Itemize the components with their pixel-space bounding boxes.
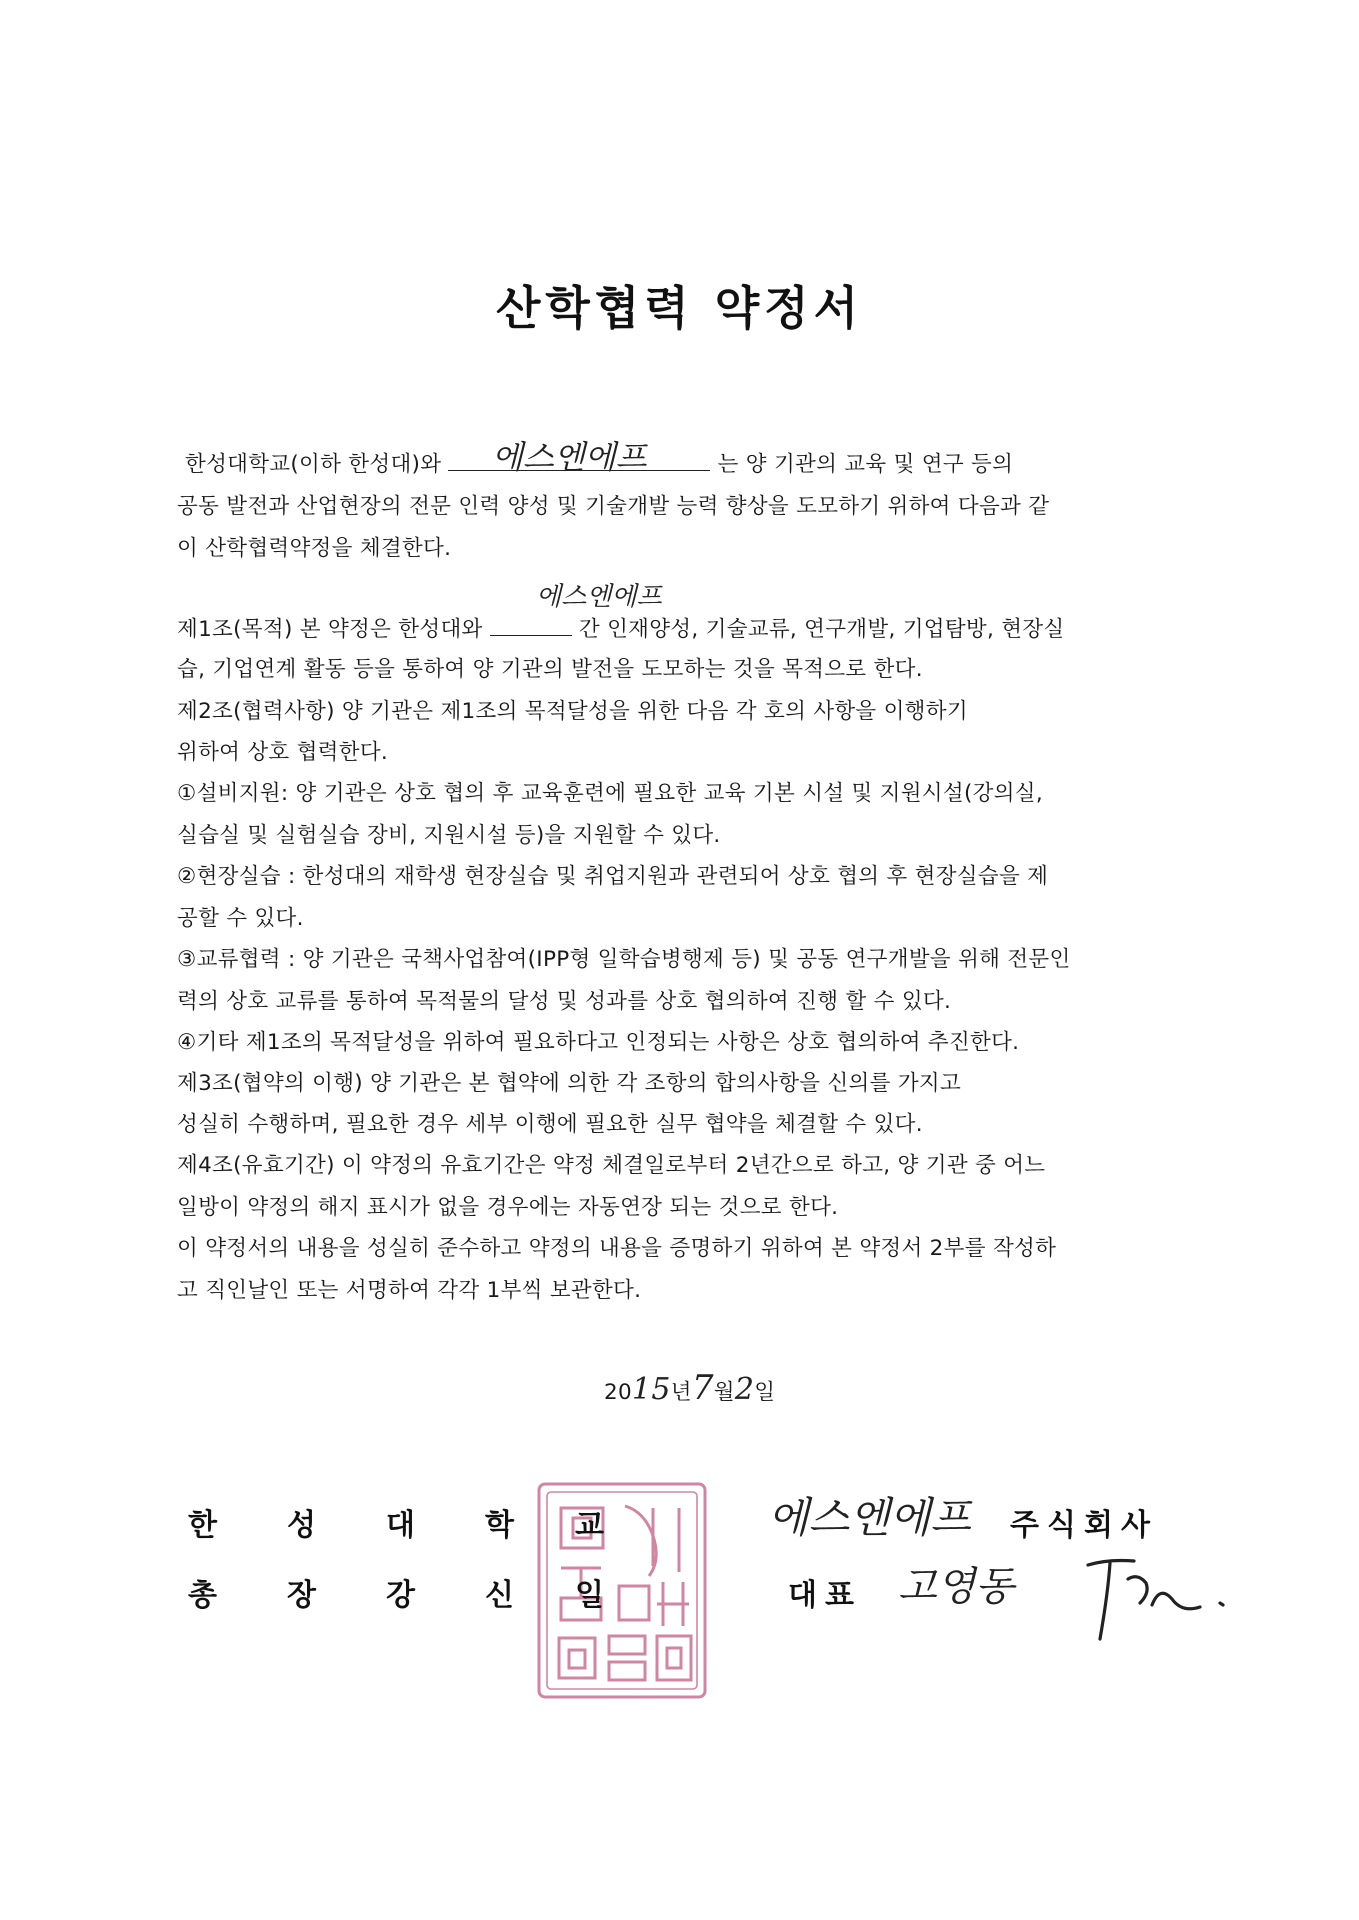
representative-name-handwritten: 고영동 (898, 1564, 1014, 1610)
company-name-handwritten: 에스엔에프 (768, 1493, 971, 1542)
president-char-4: 신 (485, 1578, 514, 1613)
company-blank-2 (490, 615, 572, 636)
date-month-handwritten: 7 (691, 1368, 714, 1408)
university-char-4: 학 (485, 1508, 514, 1543)
president-char-5: 일 (575, 1578, 604, 1613)
president-char-2: 장 (287, 1578, 316, 1613)
handwritten-company-1: 에스엔에프 (492, 438, 647, 476)
date-year-label: 년 (670, 1380, 692, 1405)
article2-item1-line-1: ①설비지원: 양 기관은 상호 협의 후 교육훈련에 필요한 교육 기본 시설 및 지원시설(강의실, (177, 781, 1043, 806)
handwritten-company-2: 에스엔에프 (536, 582, 662, 612)
company-suffix: 주식회사 (1010, 1508, 1158, 1543)
article2-item2-line-2: 공할 수 있다. (177, 906, 304, 931)
article3-line-1: 제3조(협약의 이행) 양 기관은 본 협약에 의한 각 조항의 합의사항을 신의를 가지고 (177, 1071, 962, 1096)
university-char-1: 한 (188, 1508, 217, 1543)
signatory-university (188, 1500, 604, 1544)
article1-line-1-post: 간 인재양성, 기술교류, 연구개발, 기업탐방, 현장실 (578, 617, 1065, 642)
president-char-1: 총 (188, 1578, 217, 1613)
intro-line-1-post: 는 양 기관의 교육 및 연구 등의 (717, 452, 1014, 477)
article2-item3-line-2: 력의 상호 교류를 통하여 목적물의 달성 및 성과를 상호 협의하여 진행 할 수 있다. (177, 989, 952, 1014)
intro-line-2: 공동 발전과 산업현장의 전문 인력 양성 및 기술개발 능력 향상을 도모하기 위하여 다음과 같 (177, 494, 1050, 519)
closing-line-2: 고 직인날인 또는 서명하여 각각 1부씩 보관한다. (177, 1278, 642, 1303)
article4-line-2: 일방이 약정의 해지 표시가 없을 경우에는 자동연장 되는 것으로 한다. (177, 1195, 839, 1220)
university-char-3: 대 (386, 1508, 415, 1543)
university-char-5: 교 (575, 1508, 604, 1543)
article1-line-1-pre: 제1조(목적) 본 약정은 한성대와 (177, 617, 483, 642)
article1-line-1 (177, 612, 1064, 643)
university-char-2: 성 (287, 1508, 316, 1543)
article2-item2-line-1: ②현장실습 : 한성대의 재학생 현장실습 및 취업지원과 관련되어 상호 협의 후 현장실습을 제 (177, 864, 1049, 889)
representative-signature (1070, 1545, 1240, 1645)
representative-label: 대표 (788, 1578, 862, 1613)
president-char-3: 강 (386, 1578, 415, 1613)
date-year-prefix: 20 (604, 1380, 632, 1405)
date-month-label: 월 (713, 1380, 735, 1405)
article2-line-2: 위하여 상호 협력한다. (177, 740, 389, 765)
article1-line-2: 습, 기업연계 활동 등을 통하여 양 기관의 발전을 도모하는 것을 목적으로 한다. (177, 657, 923, 682)
article2-line-1: 제2조(협력사항) 양 기관은 제1조의 목적달성을 위한 다음 각 호의 사항을 이행하기 (177, 699, 968, 724)
date-day-label: 일 (754, 1380, 776, 1405)
article3-line-2: 성실히 수행하며, 필요한 경우 세부 이행에 필요한 실무 협약을 체결할 수 있다. (177, 1112, 923, 1137)
intro-line-3: 이 산학협력약정을 체결한다. (177, 536, 452, 561)
date-year-handwritten: 15 (631, 1372, 671, 1407)
agreement-date (604, 1368, 775, 1408)
article2-item4-line-1: ④기타 제1조의 목적달성을 위하여 필요하다고 인정되는 사항은 상호 협의하여 추진한다. (177, 1030, 1020, 1055)
intro-line-1-pre: 한성대학교(이하 한성대)와 (185, 452, 442, 477)
article2-item1-line-2: 실습실 및 실험실습 장비, 지원시설 등)을 지원할 수 있다. (177, 823, 721, 848)
date-day-handwritten: 2 (734, 1372, 755, 1407)
closing-line-1: 이 약정서의 내용을 성실히 준수하고 약정의 내용을 증명하기 위하여 본 약정서 2부를 작성하 (177, 1236, 1057, 1261)
article2-item3-line-1: ③교류협력 : 양 기관은 국책사업참여(IPP형 일학습병행제 등) 및 공동 연구개발을 위해 전문인 (177, 947, 1071, 972)
article4-line-1: 제4조(유효기간) 이 약정의 유효기간은 약정 체결일로부터 2년간으로 하고, 양 기관 중 어느 (177, 1153, 1046, 1178)
document-title: 산학협력 약정서 (495, 281, 864, 335)
signatory-president (188, 1570, 604, 1614)
